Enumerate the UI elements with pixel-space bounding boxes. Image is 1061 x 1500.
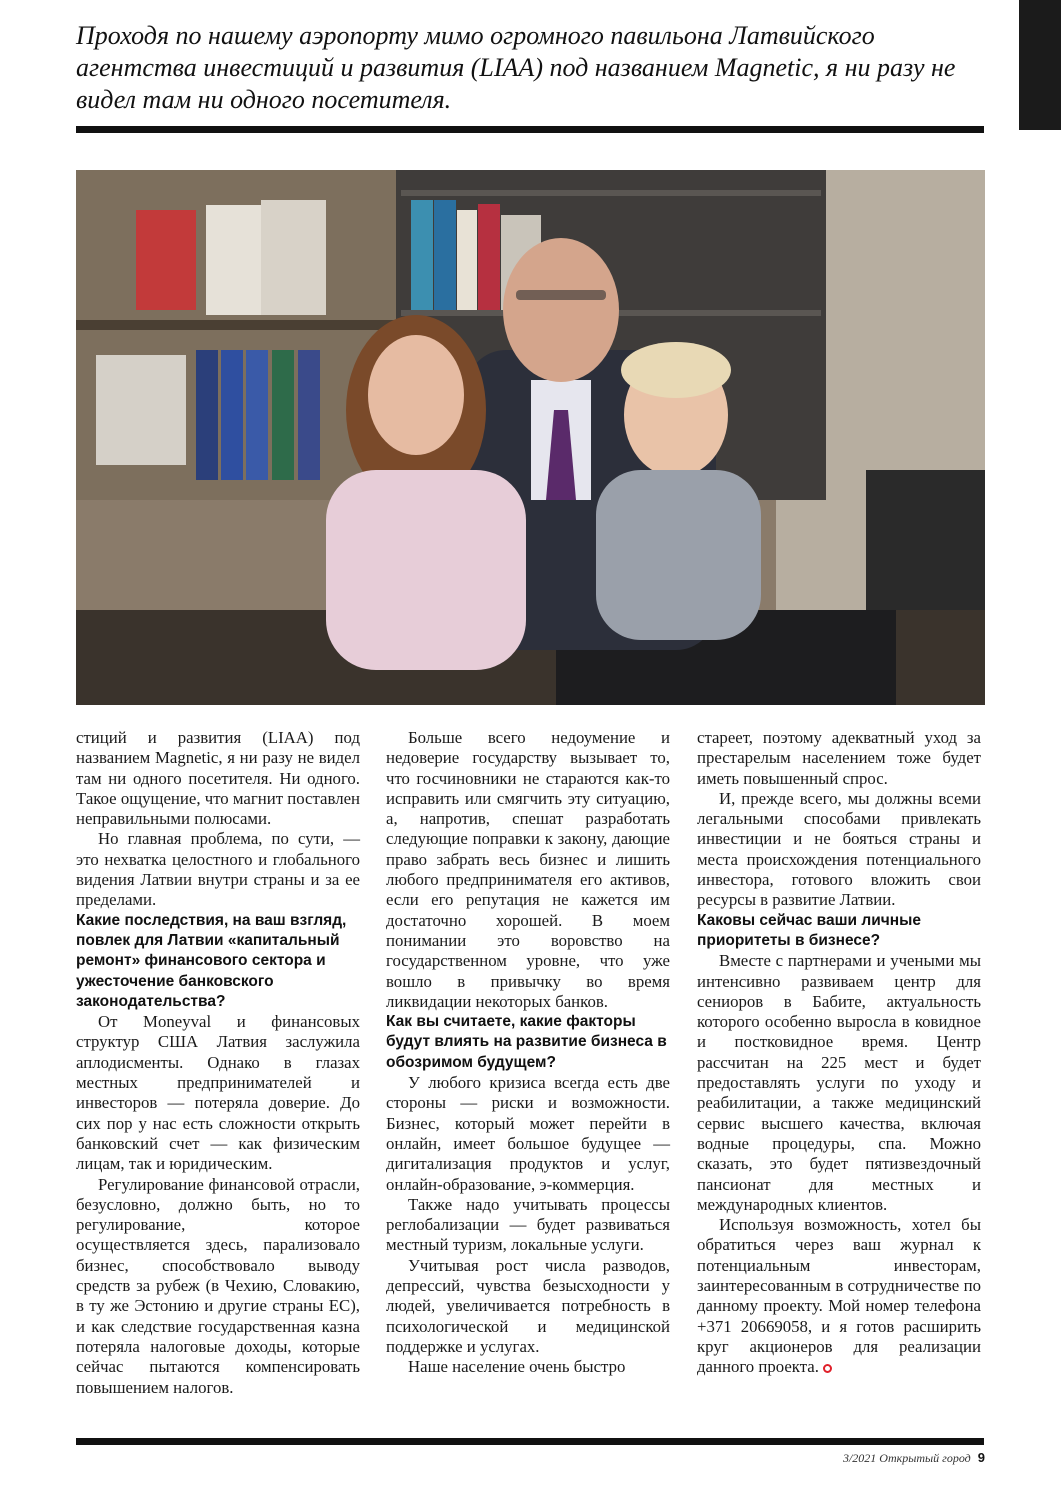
paragraph: Также надо учитывать процессы реглобализации — будет развиваться местный туризм, локальные услуги. [386,1194,670,1255]
paragraph: Регулирование финансовой отрасли, безусловно, должно быть, но то регулирование, которое осуществляется здесь, парализовало бизнес, способствовало выводу средств за рубеж (в Чехию, Словакию, в ту же Эстонию и другие страны ЕС), и как следствие государственная казна потеряла налоговые доходы, которые сейчас пытаются компенсировать повышением налогов. [76,1174,360,1397]
magazine-name: Открытый город [879,1451,971,1465]
closing-paragraph-text: Используя возможность, хотел бы обратиться через ваш журнал к потенциальным инвесторам, заинтересованным в сотрудничестве по данному проекту. Мой номер телефона +371 20669058, и я готов расширить круг акционеров для реализации данного проекта. [697,1215,981,1377]
end-of-article-icon [823,1364,832,1373]
interview-question: Каковы сейчас ваши личные приоритеты в бизнесе? [697,911,921,949]
paragraph: стиций и развития (LIAA) под названием Magnetic, я ни разу не видел там ни одного посетителя. Ни одного. Такое ощущение, что магнит поставлен неправильными полюсами. [76,728,360,829]
paragraph: Наше население очень быстро [408,1357,626,1377]
paragraph: Больше всего недоумение и недоверие государству вызывает то, что госчиновники не стараются как-то исправить или смягчить эту ситуацию, а, напротив, спешат разработать следующие поправки к закону, дающие право забрать весь бизнес и лишить любого предпринимателя его активов, если его репутация не кажется им достаточно хорошей. В моем понимании это воровство на государственном уровне, что уже вошло в привычку во время ликвидации некоторых банков. [386,728,670,1011]
paragraph: От Moneyval и финансовых структур США Латвия заслужила аплодисменты. Однако в глазах местных предпринимателей и инвесторов — потеряла доверие. До сих пор у нас есть сложности открыть банковский счет — как физическим лицам, так и юридическим. [76,1012,360,1174]
page-footer [843,1450,985,1466]
article-column-3 [697,728,981,1378]
top-rule [76,126,984,133]
paragraph: стареет, поэтому адекватный уход за престарелым населением тоже будет иметь повышенный спрос. [697,728,981,788]
paragraph [697,1215,981,1377]
article-photo [76,170,985,705]
paragraph: Вместе с партнерами и учеными мы интенсивно развиваем центр для сениоров в Бабите, актуальность которого особенно выросла в ковидное и постковидное время. Центр рассчитан на 225 мест и будет предоставлять услуги по уходу и реабилитации, а также медицинский сервис высшего качества, включая водные процедуры, спа. Можно сказать, это будет пятизвездочный пансионат для местных и международных клиентов. [697,951,981,1214]
interview-question: Какие последствия, на ваш взгляд, повлек для Латвии «капитальный ремонт» финансового сектора и ужесточение банковского законодательства? [76,911,347,1010]
article-column-1 [76,728,360,1398]
paragraph: Учитывая рост числа разводов, депрессий, чувства безысходности у людей, увеличивается потребность в психологической и медицинской поддержке и услугах. [386,1255,670,1356]
bottom-rule [76,1438,984,1445]
article-column-2 [386,728,670,1378]
interview-question: Как вы считаете, какие факторы будут влиять на развитие бизнеса в обозримом будущем? [386,1013,667,1071]
page-number: 9 [977,1450,985,1465]
photo-illustration [76,170,985,705]
paragraph: У любого кризиса всегда есть две стороны — риски и возможности. Бизнес, который может перейти в онлайн, имеет большое будущее — дигитализация продуктов и услуг, онлайн-образование, э-коммерция. [386,1073,670,1194]
paragraph: И, прежде всего, мы должны всеми легальными способами привлекать инвестиции и не бояться страны и места происхождения потенциального инвестора, готового вложить свои ресурсы в развитие Латвии. [697,788,981,910]
page-edge-tab [1019,0,1061,130]
pull-quote: Проходя по нашему аэропорту мимо огромного павильона Латвийского агентства инвестиций и развития (LIAA) под названием Magnetic, я ни разу не видел там ни одного посетителя. [76,21,956,114]
paragraph: Но главная проблема, по сути, — это нехватка целостного и глобального видения Латвии внутри страны и за ее пределами. [76,829,360,910]
issue-number: 3/2021 [842,1451,877,1465]
